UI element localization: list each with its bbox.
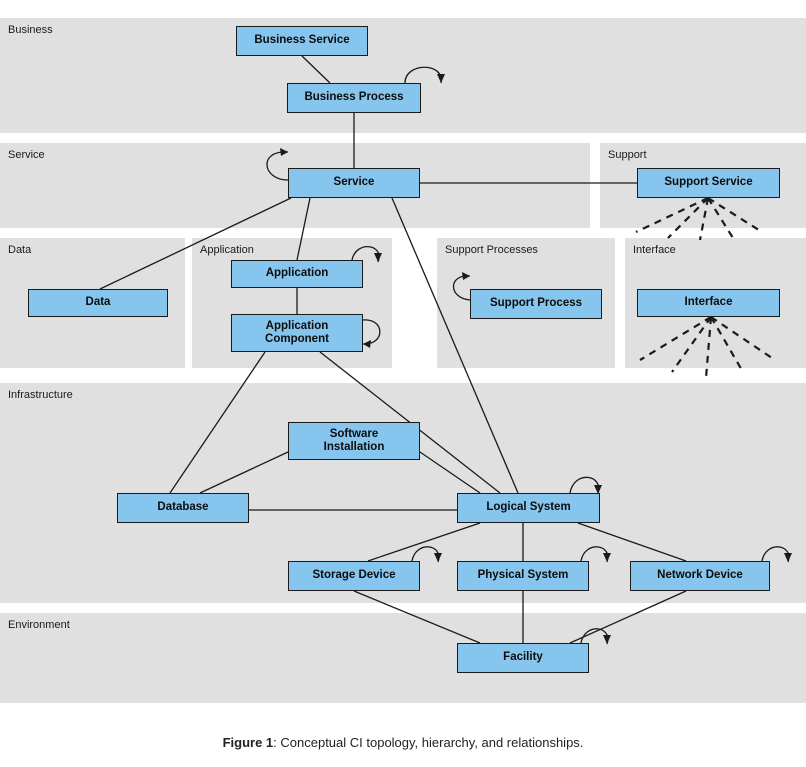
node-storage-device[interactable] <box>288 561 420 591</box>
zone-label: Support Processes <box>445 244 538 256</box>
zone-label: Data <box>8 244 32 256</box>
figure-caption-label: Figure 1 <box>222 735 274 750</box>
zone-label: Business <box>8 24 53 36</box>
node-network-device[interactable] <box>630 561 770 591</box>
node-label: Business Process <box>304 91 404 104</box>
node-label: Network Device <box>657 569 743 582</box>
node-label: Service <box>333 176 375 189</box>
node-label: Application Component <box>265 319 329 345</box>
node-software-installation[interactable] <box>288 422 420 460</box>
zone-label: Service <box>8 149 45 161</box>
node-support-process[interactable] <box>470 289 602 319</box>
zone-label: Application <box>200 244 254 256</box>
node-application[interactable] <box>231 260 363 288</box>
figure-caption <box>0 735 806 750</box>
zone-label: Support <box>608 149 647 161</box>
zone-environment <box>0 613 806 703</box>
node-label: Interface <box>684 296 733 309</box>
figure-caption-text: : Conceptual CI topology, hierarchy, and relationships. <box>273 735 584 750</box>
node-label: Database <box>157 501 209 514</box>
node-physical-system[interactable] <box>457 561 589 591</box>
node-database[interactable] <box>117 493 249 523</box>
node-label: Data <box>85 296 111 309</box>
node-data[interactable] <box>28 289 168 317</box>
node-interface[interactable] <box>637 289 780 317</box>
node-label: Facility <box>503 651 543 664</box>
node-service[interactable] <box>288 168 420 198</box>
node-support-service[interactable] <box>637 168 780 198</box>
zone-label: Environment <box>8 619 70 631</box>
node-label: Software Installation <box>323 427 385 453</box>
node-application-component[interactable] <box>231 314 363 352</box>
zone-business <box>0 18 806 133</box>
node-business-service[interactable] <box>236 26 368 56</box>
zone-label: Interface <box>633 244 676 256</box>
node-label: Support Process <box>489 297 583 310</box>
node-label: Support Service <box>664 176 753 189</box>
node-label: Storage Device <box>312 569 396 582</box>
node-label: Business Service <box>254 34 350 47</box>
node-facility[interactable] <box>457 643 589 673</box>
node-business-process[interactable] <box>287 83 421 113</box>
node-label: Physical System <box>477 569 569 582</box>
node-logical-system[interactable] <box>457 493 600 523</box>
node-label: Application <box>265 267 329 280</box>
node-label: Logical System <box>486 501 571 514</box>
zone-label: Infrastructure <box>8 389 73 401</box>
